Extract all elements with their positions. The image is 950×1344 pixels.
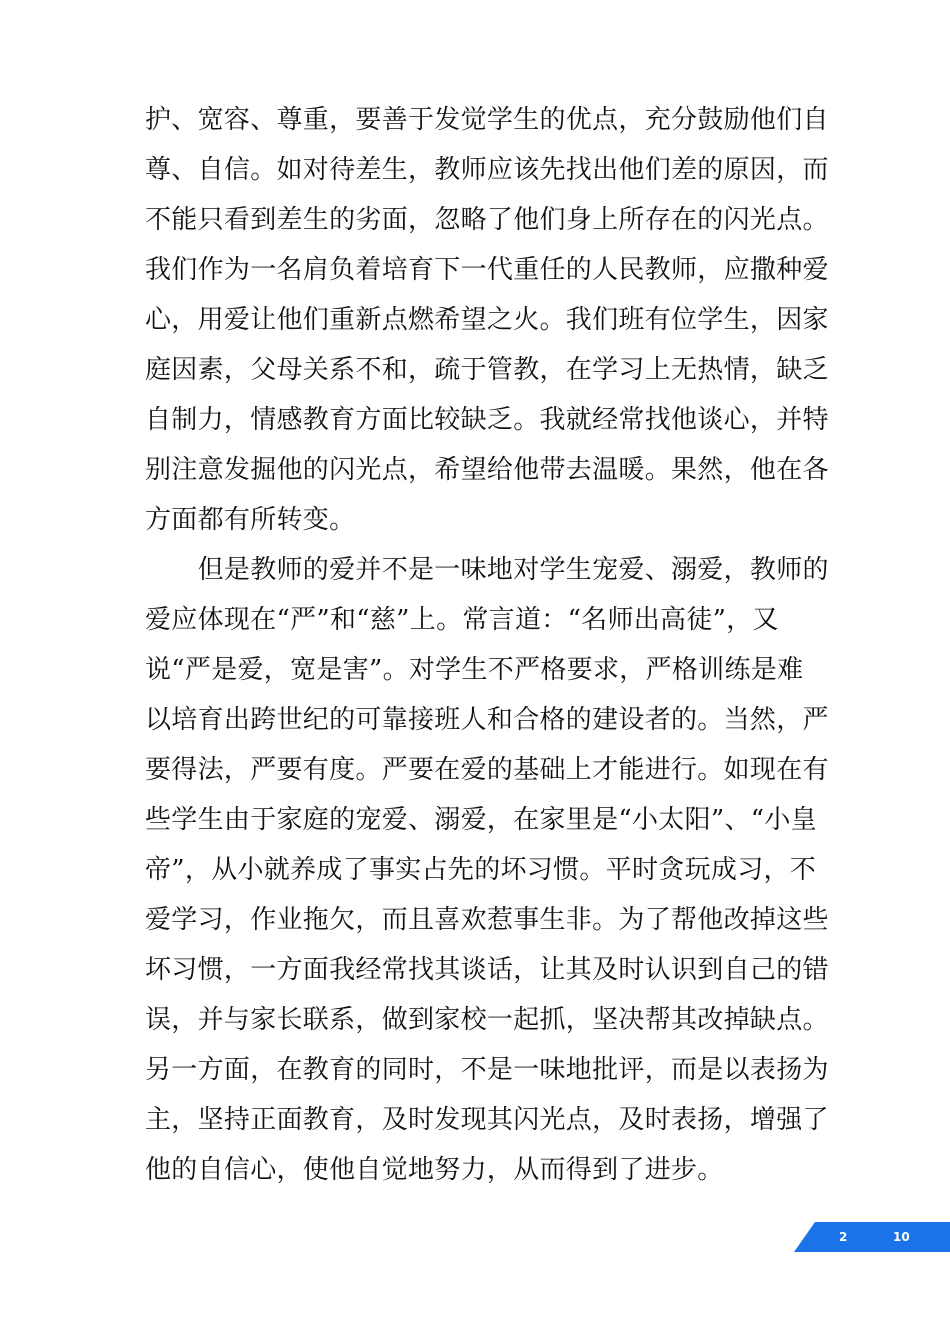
text-line: 误，并与家长联系，做到家校一起抓，坚决帮其改掉缺点。 (145, 1005, 829, 1035)
text-line: 说“严是爱，宽是害”。对学生不严格要求，严格训练是难 (145, 655, 804, 685)
text-line: 但是教师的爱并不是一味地对学生宠爱、溺爱，教师的 (145, 555, 829, 585)
text-line: 爱应体现在“严”和“慈”上。常言道：“名师出高徒”，又 (145, 605, 779, 635)
text-line: 以培育出跨世纪的可靠接班人和合格的建设者的。当然，严 (145, 705, 829, 735)
text-line: 主，坚持正面教育，及时发现其闪光点，及时表扬，增强了 (145, 1105, 829, 1135)
document-body (145, 95, 829, 1195)
page-number: 2 (839, 1230, 848, 1244)
page-total: 10 (893, 1230, 910, 1244)
page-footer-band (794, 1222, 950, 1252)
text-line: 心，用爱让他们重新点燃希望之火。我们班有位学生，因家 (145, 305, 829, 335)
text-line: 我们作为一名肩负着培育下一代重任的人民教师，应撒种爱 (145, 255, 829, 285)
text-line: 些学生由于家庭的宠爱、溺爱，在家里是“小太阳”、“小皇 (145, 805, 817, 835)
text-line: 爱学习，作业拖欠，而且喜欢惹事生非。为了帮他改掉这些 (145, 905, 829, 935)
text-line: 护、宽容、尊重，要善于发觉学生的优点，充分鼓励他们自 (145, 105, 829, 135)
text-line: 别注意发掘他的闪光点，希望给他带去温暖。果然，他在各 (145, 455, 829, 485)
text-line: 方面都有所转变。 (145, 505, 356, 535)
text-line: 帝”，从小就养成了事实占先的坏习惯。平时贪玩成习，不 (145, 855, 817, 885)
text-line: 要得法，严要有度。严要在爱的基础上才能进行。如现在有 (145, 755, 829, 785)
text-line: 不能只看到差生的劣面，忽略了他们身上所存在的闪光点。 (145, 205, 829, 235)
text-line: 他的自信心，使他自觉地努力，从而得到了进步。 (145, 1155, 724, 1185)
text-line: 自制力，情感教育方面比较缺乏。我就经常找他谈心，并特 (145, 405, 829, 435)
text-line: 尊、自信。如对待差生，教师应该先找出他们差的原因，而 (145, 155, 829, 185)
text-line: 庭因素，父母关系不和，疏于管教，在学习上无热情，缺乏 (145, 355, 829, 385)
text-line: 坏习惯，一方面我经常找其谈话，让其及时认识到自己的错 (145, 955, 829, 985)
text-line: 另一方面，在教育的同时，不是一味地批评，而是以表扬为 (145, 1055, 829, 1085)
